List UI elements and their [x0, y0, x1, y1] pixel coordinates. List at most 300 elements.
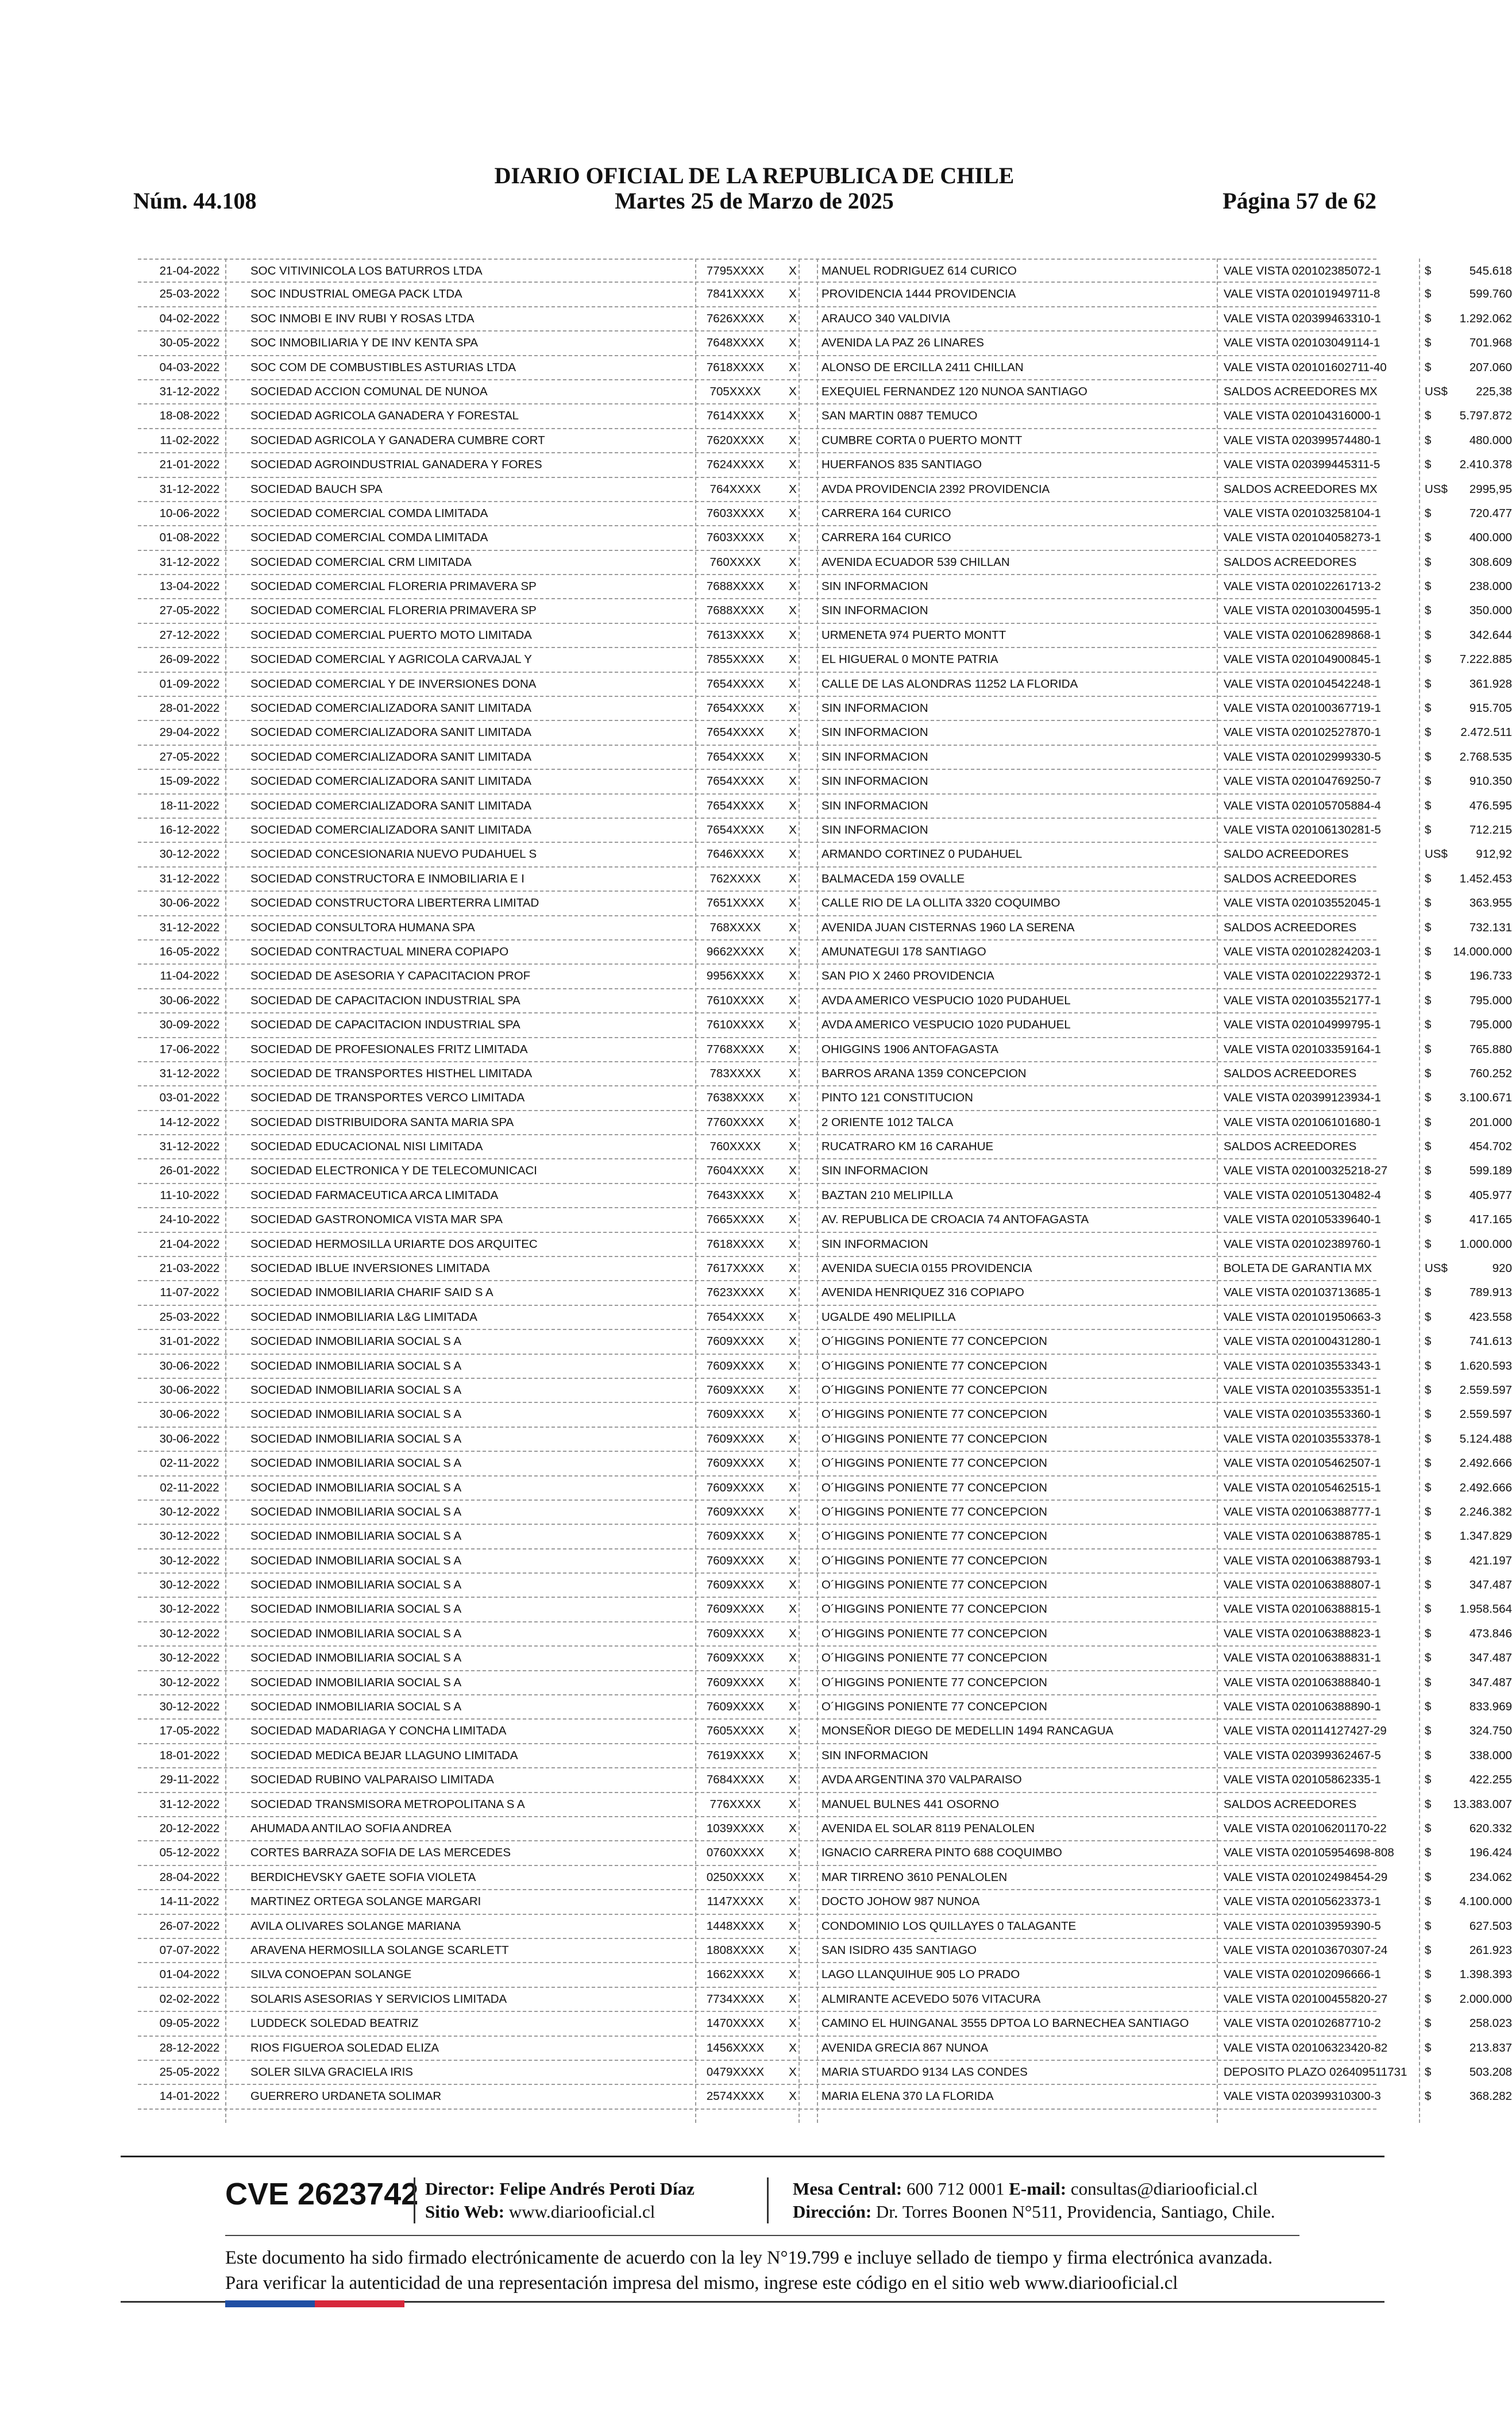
- table-row: [138, 1257, 1512, 1281]
- mark-cell: X: [789, 774, 797, 788]
- address-cell: IGNACIO CARRERA PINTO 688 COQUIMBO: [821, 1846, 1062, 1860]
- rut-cell: 7768XXXX: [706, 1042, 765, 1056]
- name-cell: SOCIEDAD AGROINDUSTRIAL GANADERA Y FORES: [250, 458, 542, 472]
- table-row: [138, 526, 1512, 550]
- name-cell: SOCIEDAD COMERCIALIZADORA SANIT LIMITADA: [250, 774, 532, 788]
- document-cell: VALE VISTA 020106201170-22: [1224, 1822, 1387, 1835]
- rut-cell: 7618XXXX: [706, 360, 765, 374]
- currency-cell: $: [1425, 2065, 1432, 2079]
- mark-cell: X: [789, 1408, 797, 1421]
- address-line: [793, 2202, 1275, 2222]
- table-row: [138, 478, 1512, 502]
- currency-cell: $: [1425, 1091, 1432, 1105]
- amount-cell: 741.613: [1469, 1335, 1512, 1348]
- mark-cell: X: [789, 920, 797, 934]
- address-cell: UGALDE 490 MELIPILLA: [821, 1310, 956, 1324]
- currency-cell: $: [1425, 1797, 1432, 1811]
- date-cell: 25-05-2022: [159, 2065, 220, 2079]
- address-cell: O´HIGGINS PONIENTE 77 CONCEPCION: [821, 1626, 1047, 1640]
- rut-cell: 7646XXXX: [706, 847, 765, 861]
- mark-cell: X: [789, 1822, 797, 1835]
- amount-cell: 910.350: [1469, 774, 1512, 788]
- address-cell: MANUEL RODRIGUEZ 614 CURICO: [821, 264, 1017, 277]
- rut-cell: 7609XXXX: [706, 1456, 765, 1470]
- document-cell: VALE VISTA 020103553351-1: [1224, 1383, 1381, 1397]
- rut-cell: 7684XXXX: [706, 1773, 765, 1787]
- table-row: [138, 502, 1512, 526]
- mark-cell: X: [789, 628, 797, 642]
- amount-cell: 363.955: [1469, 896, 1512, 910]
- currency-cell: $: [1425, 945, 1432, 958]
- amount-cell: 234.062: [1469, 1870, 1512, 1884]
- currency-cell: $: [1425, 920, 1432, 934]
- document-cell: VALE VISTA 020102824203-1: [1224, 945, 1381, 958]
- amount-cell: 338.000: [1469, 1748, 1512, 1762]
- mark-cell: X: [789, 1018, 797, 1032]
- currency-cell: $: [1425, 1919, 1432, 1933]
- name-cell: SOCIEDAD INMOBILIARIA SOCIAL S A: [250, 1578, 462, 1592]
- mesa-label: Mesa Central:: [793, 2179, 902, 2199]
- document-cell: VALE VISTA 020399310300-3: [1224, 2090, 1381, 2103]
- address-cell: O´HIGGINS PONIENTE 77 CONCEPCION: [821, 1700, 1047, 1714]
- document-cell: VALE VISTA 020100455820-27: [1224, 1992, 1388, 2006]
- mark-cell: X: [789, 1456, 797, 1470]
- amount-cell: 720.477: [1469, 506, 1512, 520]
- document-cell: VALE VISTA 020104316000-1: [1224, 409, 1381, 423]
- document-cell: VALE VISTA 020103552177-1: [1224, 993, 1381, 1007]
- mark-cell: X: [789, 1846, 797, 1860]
- name-cell: SOCIEDAD CONSTRUCTORA E INMOBILIARIA E I: [250, 872, 524, 885]
- date-cell: 26-09-2022: [159, 653, 220, 666]
- amount-cell: 599.760: [1469, 287, 1512, 301]
- amount-cell: 712.215: [1469, 823, 1512, 837]
- table-row: [138, 697, 1512, 721]
- table-row: [138, 648, 1512, 672]
- currency-cell: $: [1425, 872, 1432, 885]
- name-cell: AVILA OLIVARES SOLANGE MARIANA: [250, 1919, 461, 1933]
- date-cell: 14-11-2022: [160, 1895, 219, 1909]
- address-cell: AVENIDA ECUADOR 539 CHILLAN: [821, 555, 1010, 569]
- name-cell: SOC INMOBILIARIA Y DE INV KENTA SPA: [250, 336, 479, 350]
- date-cell: 30-12-2022: [159, 1651, 220, 1665]
- document-cell: VALE VISTA 020106388793-1: [1224, 1554, 1381, 1567]
- table-row: [138, 1671, 1512, 1695]
- mark-cell: X: [789, 1066, 797, 1080]
- mark-cell: X: [789, 1870, 797, 1884]
- date-cell: 03-01-2022: [159, 1091, 220, 1105]
- address-cell: SAN MARTIN 0887 TEMUCO: [821, 409, 978, 423]
- signature-notice: Este documento ha sido firmado electrónicamente de acuerdo con la ley N°19.799 e incluye sellado de tiempo y firma electrónica avanzada. Para verificar la autenticidad de una representación impresa del mismo, ingrese este código en el sitio web www.diariooficial.cl: [225, 2248, 1273, 2293]
- document-cell: BOLETA DE GARANTIA MX: [1224, 1262, 1372, 1275]
- mark-cell: X: [789, 1675, 797, 1689]
- name-cell: SOC VITIVINICOLA LOS BATURROS LTDA: [250, 264, 483, 277]
- date-cell: 31-12-2022: [159, 1066, 220, 1080]
- mark-cell: X: [789, 1237, 797, 1251]
- table-row: [138, 916, 1512, 940]
- date-cell: 16-12-2022: [159, 823, 220, 837]
- address-cell: SIN INFORMACION: [821, 799, 928, 812]
- rut-cell: 0479XXXX: [706, 2065, 765, 2079]
- table-row: [138, 1452, 1512, 1476]
- mark-cell: X: [789, 1481, 797, 1494]
- table-row: [138, 795, 1512, 819]
- rut-cell: 7617XXXX: [706, 1262, 765, 1275]
- document-cell: VALE VISTA 020399123934-1: [1224, 1091, 1381, 1105]
- address-cell: AVDA ARGENTINA 370 VALPARAISO: [821, 1773, 1022, 1787]
- address-cell: PINTO 121 CONSTITUCION: [821, 1091, 973, 1105]
- amount-cell: 1.000.000: [1459, 1237, 1512, 1251]
- rut-cell: 7610XXXX: [706, 1018, 765, 1032]
- mark-cell: X: [789, 604, 797, 618]
- table-row: [138, 2061, 1512, 2085]
- address-cell: O´HIGGINS PONIENTE 77 CONCEPCION: [821, 1529, 1047, 1543]
- rut-cell: 1808XXXX: [706, 1943, 765, 1957]
- name-cell: SOCIEDAD DE ASESORIA Y CAPACITACION PROF: [250, 969, 531, 983]
- director-label: Director: Felipe Andrés Peroti Díaz: [425, 2179, 695, 2199]
- amount-cell: 405.977: [1469, 1188, 1512, 1202]
- table-row: [138, 1768, 1512, 1793]
- name-cell: SOCIEDAD COMERCIALIZADORA SANIT LIMITADA: [250, 750, 532, 764]
- mark-cell: X: [789, 701, 797, 715]
- name-cell: SOCIEDAD INMOBILIARIA SOCIAL S A: [250, 1626, 462, 1640]
- address-cell: SAN PIO X 2460 PROVIDENCIA: [821, 969, 994, 983]
- mark-cell: X: [789, 1213, 797, 1227]
- mark-cell: X: [789, 1578, 797, 1592]
- rut-cell: 762XXXX: [709, 872, 761, 885]
- name-cell: SOCIEDAD INMOBILIARIA SOCIAL S A: [250, 1432, 462, 1446]
- mark-cell: X: [789, 555, 797, 569]
- currency-cell: $: [1425, 1943, 1432, 1957]
- rut-cell: 768XXXX: [709, 920, 761, 934]
- name-cell: SOLARIS ASESORIAS Y SERVICIOS LIMITADA: [250, 1992, 507, 2006]
- date-cell: 30-12-2022: [159, 1529, 220, 1543]
- document-cell: VALE VISTA 020103004595-1: [1224, 604, 1381, 618]
- page-number: Página 57 de 62: [1222, 188, 1376, 214]
- address-cell: AVENIDA HENRIQUEZ 316 COPIAPO: [821, 1286, 1024, 1300]
- currency-cell: $: [1425, 604, 1432, 618]
- rut-cell: 7609XXXX: [706, 1554, 765, 1567]
- currency-cell: $: [1425, 677, 1432, 691]
- mark-cell: X: [789, 1773, 797, 1787]
- address-cell: O´HIGGINS PONIENTE 77 CONCEPCION: [821, 1481, 1047, 1494]
- document-cell: VALE VISTA 020103258104-1: [1224, 506, 1381, 520]
- table-row: [138, 1379, 1512, 1403]
- currency-cell: $: [1425, 1164, 1432, 1178]
- name-cell: BERDICHEVSKY GAETE SOFIA VIOLETA: [250, 1870, 476, 1884]
- name-cell: SOCIEDAD COMERCIAL CRM LIMITADA: [250, 555, 472, 569]
- name-cell: SOCIEDAD INMOBILIARIA SOCIAL S A: [250, 1554, 462, 1567]
- currency-cell: $: [1425, 823, 1432, 837]
- mark-cell: X: [789, 1335, 797, 1348]
- amount-cell: 1.292.062: [1459, 311, 1512, 325]
- currency-cell: US$: [1425, 384, 1448, 398]
- table-row: [138, 1233, 1512, 1257]
- table-row: [138, 1208, 1512, 1232]
- mark-cell: X: [789, 847, 797, 861]
- table-row: [138, 1647, 1512, 1671]
- name-cell: SOCIEDAD COMERCIALIZADORA SANIT LIMITADA: [250, 701, 532, 715]
- name-cell: SOCIEDAD CONSULTORA HUMANA SPA: [250, 920, 475, 934]
- rut-cell: 7688XXXX: [706, 604, 765, 618]
- mark-cell: X: [789, 1700, 797, 1714]
- amount-cell: 920: [1492, 1262, 1512, 1275]
- currency-cell: $: [1425, 1213, 1432, 1227]
- records-table: [138, 259, 1512, 2110]
- address-cell: CALLE RIO DE LA OLLITA 3320 COQUIMBO: [821, 896, 1060, 910]
- rut-cell: 7623XXXX: [706, 1286, 765, 1300]
- table-row: [138, 1038, 1512, 1062]
- amount-cell: 2.559.597: [1459, 1408, 1512, 1421]
- currency-cell: $: [1425, 1237, 1432, 1251]
- name-cell: SOCIEDAD ELECTRONICA Y DE TELECOMUNICACI: [250, 1164, 537, 1178]
- mark-cell: X: [789, 311, 797, 325]
- currency-cell: $: [1425, 774, 1432, 788]
- rut-cell: 1448XXXX: [706, 1919, 765, 1933]
- currency-cell: $: [1425, 1456, 1432, 1470]
- website-link[interactable]: www.diariooficial.cl: [508, 2202, 655, 2222]
- table-row: [138, 2012, 1512, 2036]
- name-cell: SOCIEDAD INMOBILIARIA SOCIAL S A: [250, 1675, 462, 1689]
- date-cell: 27-12-2022: [159, 628, 220, 642]
- document-cell: VALE VISTA 020105705884-4: [1224, 799, 1381, 812]
- rut-cell: 1039XXXX: [706, 1822, 765, 1835]
- table-row: [138, 283, 1512, 307]
- date-cell: 30-12-2022: [159, 1505, 220, 1518]
- currency-cell: $: [1425, 1822, 1432, 1835]
- amount-cell: 833.969: [1469, 1700, 1512, 1714]
- date-cell: 14-01-2022: [159, 2090, 220, 2103]
- document-cell: VALE VISTA 020106388823-1: [1224, 1626, 1381, 1640]
- document-cell: VALE VISTA 020102385072-1: [1224, 264, 1381, 277]
- date-cell: 30-12-2022: [159, 1675, 220, 1689]
- address-cell: AVENIDA EL SOLAR 8119 PENALOLEN: [821, 1822, 1035, 1835]
- amount-cell: 196.424: [1469, 1846, 1512, 1860]
- address-cell: SIN INFORMACION: [821, 1164, 928, 1178]
- date-cell: 28-01-2022: [159, 701, 220, 715]
- rut-cell: 7654XXXX: [706, 774, 765, 788]
- mark-cell: X: [789, 531, 797, 545]
- address-cell: EXEQUIEL FERNANDEZ 120 NUNOA SANTIAGO: [821, 384, 1087, 398]
- amount-cell: 261.923: [1469, 1943, 1512, 1957]
- amount-cell: 732.131: [1469, 920, 1512, 934]
- address-cell: MANUEL BULNES 441 OSORNO: [821, 1797, 1000, 1811]
- name-cell: SOCIEDAD DE PROFESIONALES FRITZ LIMITADA: [250, 1042, 528, 1056]
- rut-cell: 7760XXXX: [706, 1115, 765, 1129]
- document-cell: VALE VISTA 020103553378-1: [1224, 1432, 1381, 1446]
- amount-cell: 207.060: [1469, 360, 1512, 374]
- amount-cell: 2.410.378: [1459, 458, 1512, 472]
- document-cell: VALE VISTA 020101602711-40: [1224, 360, 1387, 374]
- amount-cell: 2.768.535: [1459, 750, 1512, 764]
- currency-cell: $: [1425, 726, 1432, 739]
- amount-cell: 620.332: [1469, 1822, 1512, 1835]
- currency-cell: $: [1425, 2041, 1432, 2054]
- name-cell: SOCIEDAD INMOBILIARIA SOCIAL S A: [250, 1529, 462, 1543]
- date-cell: 25-03-2022: [159, 287, 220, 301]
- document-cell: VALE VISTA 020399574480-1: [1224, 433, 1381, 447]
- address-cell: AVENIDA JUAN CISTERNAS 1960 LA SERENA: [821, 920, 1075, 934]
- document-cell: VALE VISTA 020399463310-1: [1224, 311, 1381, 325]
- date-cell: 13-04-2022: [159, 580, 220, 593]
- table-row: [138, 843, 1512, 867]
- document-cell: SALDOS ACREEDORES MX: [1224, 482, 1378, 496]
- address-cell: O´HIGGINS PONIENTE 77 CONCEPCION: [821, 1408, 1047, 1421]
- rut-cell: 7603XXXX: [706, 506, 765, 520]
- name-cell: SOCIEDAD RUBINO VALPARAISO LIMITADA: [250, 1773, 494, 1787]
- date-cell: 30-06-2022: [159, 1383, 220, 1397]
- document-cell: VALE VISTA 020399445311-5: [1224, 458, 1380, 472]
- date-cell: 30-12-2022: [159, 1554, 220, 1567]
- date-cell: 17-05-2022: [159, 1724, 220, 1738]
- address-cell: CAMINO EL HUINGANAL 3555 DPTOA LO BARNECHEA SANTIAGO: [821, 2017, 1189, 2030]
- table-row: [138, 1306, 1512, 1330]
- currency-cell: $: [1425, 1748, 1432, 1762]
- amount-cell: 480.000: [1469, 433, 1512, 447]
- name-cell: ARAVENA HERMOSILLA SOLANGE SCARLETT: [250, 1943, 509, 1957]
- rut-cell: 7609XXXX: [706, 1651, 765, 1665]
- table-row: [138, 575, 1512, 599]
- address-cell: SAN ISIDRO 435 SANTIAGO: [821, 1943, 977, 1957]
- table-row: [138, 1355, 1512, 1379]
- date-cell: 30-06-2022: [159, 896, 220, 910]
- document-cell: VALE VISTA 020102687710-2: [1224, 2017, 1381, 2030]
- amount-cell: 421.197: [1469, 1554, 1512, 1567]
- address-cell: O´HIGGINS PONIENTE 77 CONCEPCION: [821, 1456, 1047, 1470]
- table-row: [138, 965, 1512, 989]
- name-cell: SOCIEDAD COMERCIAL COMDA LIMITADA: [250, 531, 488, 545]
- name-cell: SOCIEDAD HERMOSILLA URIARTE DOS ARQUITEC: [250, 1237, 538, 1251]
- amount-cell: 5.124.488: [1459, 1432, 1512, 1446]
- email-link[interactable]: consultas@diariooficial.cl: [1070, 2179, 1258, 2199]
- date-cell: 26-07-2022: [159, 1919, 220, 1933]
- address-value: Dr. Torres Boonen N°511, Providencia, Santiago, Chile.: [875, 2202, 1275, 2222]
- rut-cell: 7604XXXX: [706, 1164, 765, 1178]
- mark-cell: X: [789, 482, 797, 496]
- address-cell: MARIA ELENA 370 LA FLORIDA: [821, 2090, 994, 2103]
- address-cell: PROVIDENCIA 1444 PROVIDENCIA: [821, 287, 1016, 301]
- currency-cell: $: [1425, 1626, 1432, 1640]
- amount-cell: 2.559.597: [1459, 1383, 1512, 1397]
- date-cell: 09-05-2022: [159, 2017, 220, 2030]
- amount-cell: 347.487: [1469, 1675, 1512, 1689]
- document-cell: VALE VISTA 020102527870-1: [1224, 726, 1381, 739]
- name-cell: SOCIEDAD INMOBILIARIA SOCIAL S A: [250, 1335, 462, 1348]
- document-cell: VALE VISTA 020103049114-1: [1224, 336, 1380, 350]
- rut-cell: 7609XXXX: [706, 1505, 765, 1518]
- document-cell: VALE VISTA 020103670307-24: [1224, 1943, 1388, 1957]
- document-cell: VALE VISTA 020114127427-29: [1224, 1724, 1387, 1738]
- document-cell: VALE VISTA 020102498454-29: [1224, 1870, 1388, 1884]
- address-cell: MARIA STUARDO 9134 LAS CONDES: [821, 2065, 1028, 2079]
- rut-cell: 7654XXXX: [706, 823, 765, 837]
- address-cell: AVDA AMERICO VESPUCIO 1020 PUDAHUEL: [821, 993, 1071, 1007]
- rut-cell: 7795XXXX: [706, 264, 765, 277]
- address-cell: SIN INFORMACION: [821, 1237, 928, 1251]
- rut-cell: 1456XXXX: [706, 2041, 765, 2054]
- currency-cell: $: [1425, 433, 1432, 447]
- currency-cell: $: [1425, 1992, 1432, 2006]
- amount-cell: 2.246.382: [1459, 1505, 1512, 1518]
- currency-cell: $: [1425, 1675, 1432, 1689]
- address-cell: O´HIGGINS PONIENTE 77 CONCEPCION: [821, 1383, 1047, 1397]
- document-cell: SALDOS ACREEDORES: [1224, 1066, 1357, 1080]
- address-cell: DOCTO JOHOW 987 NUNOA: [821, 1895, 980, 1909]
- currency-cell: $: [1425, 1773, 1432, 1787]
- amount-cell: 225,38: [1476, 384, 1512, 398]
- amount-cell: 1.452.453: [1459, 872, 1512, 885]
- name-cell: SOCIEDAD DISTRIBUIDORA SANTA MARIA SPA: [250, 1115, 514, 1129]
- document-cell: VALE VISTA 020102229372-1: [1224, 969, 1381, 983]
- name-cell: SOCIEDAD COMERCIAL FLORERIA PRIMAVERA SP: [250, 604, 537, 618]
- amount-cell: 599.189: [1469, 1164, 1512, 1178]
- amount-cell: 423.558: [1469, 1310, 1512, 1324]
- document-cell: SALDOS ACREEDORES MX: [1224, 384, 1378, 398]
- address-label: Dirección:: [793, 2202, 872, 2222]
- name-cell: SOC COM DE COMBUSTIBLES ASTURIAS LTDA: [250, 360, 516, 374]
- name-cell: AHUMADA ANTILAO SOFIA ANDREA: [250, 1822, 452, 1835]
- rut-cell: 1147XXXX: [707, 1895, 764, 1909]
- document-cell: VALE VISTA 020106289868-1: [1224, 628, 1381, 642]
- date-cell: 20-12-2022: [159, 1822, 220, 1835]
- date-cell: 01-04-2022: [159, 1968, 220, 1982]
- date-cell: 31-12-2022: [159, 482, 220, 496]
- date-cell: 25-03-2022: [159, 1310, 220, 1324]
- date-cell: 30-06-2022: [159, 1408, 220, 1421]
- address-cell: ARMANDO CORTINEZ 0 PUDAHUEL: [821, 847, 1023, 861]
- document-cell: VALE VISTA 020105623373-1: [1224, 1895, 1381, 1909]
- name-cell: SOCIEDAD ACCION COMUNAL DE NUNOA: [250, 384, 488, 398]
- amount-cell: 1.347.829: [1459, 1529, 1512, 1543]
- currency-cell: $: [1425, 1846, 1432, 1860]
- name-cell: SOCIEDAD CONTRACTUAL MINERA COPIAPO: [250, 945, 509, 958]
- rut-cell: 7855XXXX: [706, 653, 765, 666]
- date-cell: 18-11-2022: [160, 799, 219, 812]
- amount-cell: 14.000.000: [1453, 945, 1512, 958]
- amount-cell: 476.595: [1469, 799, 1512, 812]
- amount-cell: 473.846: [1469, 1626, 1512, 1640]
- date-cell: 11-10-2022: [160, 1188, 219, 1202]
- table-row: [138, 307, 1512, 332]
- address-cell: O´HIGGINS PONIENTE 77 CONCEPCION: [821, 1359, 1047, 1373]
- mark-cell: X: [789, 458, 797, 472]
- currency-cell: $: [1425, 2090, 1432, 2103]
- document-cell: VALE VISTA 020103713685-1: [1224, 1286, 1381, 1300]
- currency-cell: $: [1425, 1188, 1432, 1202]
- amount-cell: 324.750: [1469, 1724, 1512, 1738]
- amount-cell: 417.165: [1469, 1213, 1512, 1227]
- table-row: [138, 1574, 1512, 1598]
- rut-cell: 7648XXXX: [706, 336, 765, 350]
- table-row: [138, 1135, 1512, 1159]
- amount-cell: 1.398.393: [1459, 1968, 1512, 1982]
- currency-cell: US$: [1425, 482, 1448, 496]
- table-row: [138, 1939, 1512, 1963]
- document-cell: VALE VISTA 020100325218-27: [1224, 1164, 1388, 1178]
- address-cell: SIN INFORMACION: [821, 750, 928, 764]
- mark-cell: X: [789, 433, 797, 447]
- address-cell: O´HIGGINS PONIENTE 77 CONCEPCION: [821, 1505, 1047, 1518]
- mark-cell: X: [789, 1919, 797, 1933]
- rut-cell: 7734XXXX: [706, 1992, 765, 2006]
- name-cell: SOC INMOBI E INV RUBI Y ROSAS LTDA: [250, 311, 475, 325]
- name-cell: SOCIEDAD MADARIAGA Y CONCHA LIMITADA: [250, 1724, 507, 1738]
- amount-cell: 422.255: [1469, 1773, 1512, 1787]
- mark-cell: X: [789, 1992, 797, 2006]
- rut-cell: 7609XXXX: [706, 1529, 765, 1543]
- address-cell: ALMIRANTE ACEVEDO 5076 VITACURA: [821, 1992, 1041, 2006]
- currency-cell: $: [1425, 628, 1432, 642]
- name-cell: SOCIEDAD COMERCIAL PUERTO MOTO LIMITADA: [250, 628, 532, 642]
